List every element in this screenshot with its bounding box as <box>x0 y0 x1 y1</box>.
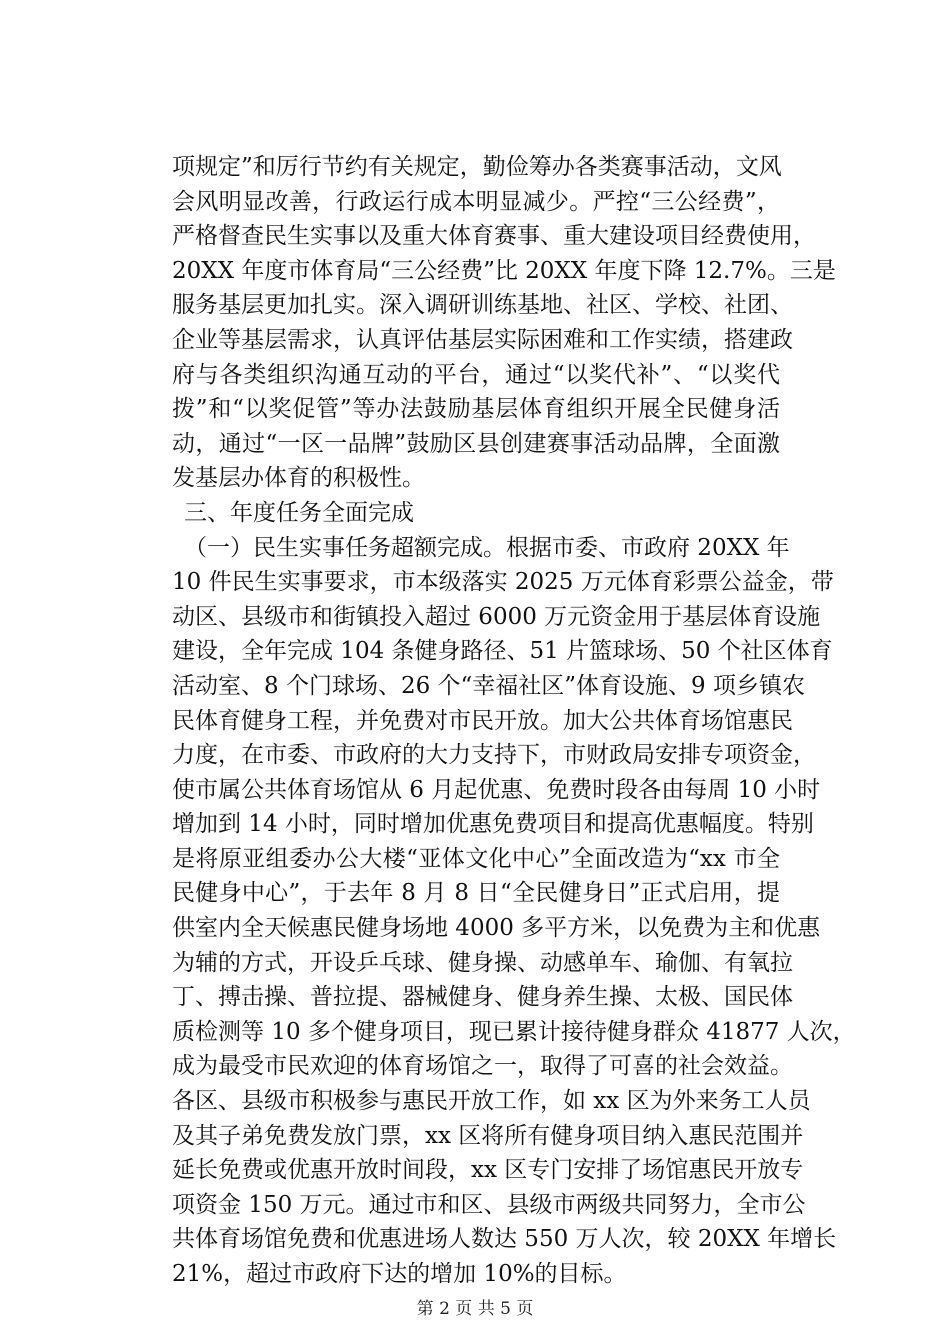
paragraph-1 <box>172 150 836 496</box>
paragraph-line: 项规定”和厉行节约有关规定，勤俭筹办各类赛事活动，文风 <box>172 154 782 180</box>
paragraph-line: 成为最受市民欢迎的体育场馆之一，取得了可喜的社会效益。 <box>172 1053 793 1080</box>
paragraph-line: 丁、搏击操、普拉提、器械健身、健身养生操、太极、国民体 <box>172 984 793 1011</box>
paragraph-line: 力度，在市委、市政府的大力支持下，市财政局安排专项资金， <box>172 742 816 769</box>
paragraph-line: 为辅的方式，开设乒乓球、健身操、动感单车、瑜伽、有氧拉 <box>172 949 793 976</box>
paragraph-line: 供室内全天候惠民健身场地 4000 多平方米，以免费为主和优惠 <box>172 915 821 942</box>
paragraph-line: 企业等基层需求，认真评估基层实际困难和工作实绩，搭建政 <box>172 326 793 353</box>
paragraph-line: 动区、县级市和街镇投入超过 6000 万元资金用于基层体育设施 <box>172 603 821 630</box>
paragraph-line: 会风明显改善，行政运行成本明显减少。严控“三公经费”， <box>172 188 780 215</box>
paragraph-line: 服务基层更加扎实。深入调研训练基地、社区、学校、社团、 <box>172 292 793 319</box>
paragraph-line: 21%，超过市政府下达的增加 10%的目标。 <box>172 1261 627 1287</box>
paragraph-line: 及其子弟免费发放门票，xx 区将所有健身项目纳入惠民范围并 <box>172 1122 804 1149</box>
paragraph-line: 府与各类组织沟通互动的平台，通过“以奖代补”、“以奖代 <box>172 361 780 388</box>
paragraph-line: 民体育健身工程，并免费对市民开放。加大公共体育场馆惠民 <box>172 707 793 734</box>
paragraph-line: 使市属公共体育场馆从 6 月起优惠、免费时段各由每周 10 小时 <box>172 776 821 803</box>
paragraph-line: 发基层办体育的积极性。 <box>172 465 425 492</box>
section-heading: 三、年度任务全面完成 <box>184 499 414 526</box>
paragraph-line: 活动室、8 个门球场、26 个“幸福社区”体育设施、9 项乡镇农 <box>172 672 805 699</box>
paragraph-line: 共体育场馆免费和优惠进场人数达 550 万人次，较 20XX 年增长 <box>172 1226 837 1253</box>
paragraph-line: （一）民生实事任务超额完成。根据市委、市政府 20XX 年 <box>184 534 790 561</box>
paragraph-2 <box>172 531 856 1292</box>
paragraph-line: 延长免费或优惠开放时间段，xx 区专门安排了场馆惠民开放专 <box>172 1157 804 1184</box>
document-body <box>172 150 856 1292</box>
page-footer: 第 2 页 共 5 页 <box>416 1299 534 1319</box>
paragraph-line: 各区、县级市积极参与惠民开放工作，如 xx 区为外来务工人员 <box>172 1088 811 1115</box>
paragraph-line: 是将原亚组委办公大楼“亚体文化中心”全面改造为“xx 市全 <box>172 845 780 872</box>
paragraph-line: 动，通过“一区一品牌”鼓励区县创建赛事活动品牌，全面激 <box>172 430 780 457</box>
paragraph-line: 质检测等 10 多个健身项目，现已累计接待健身群众 41877 人次， <box>172 1018 856 1045</box>
paragraph-line: 10 件民生实事要求，市本级落实 2025 万元体育彩票公益金，带 <box>172 569 834 596</box>
paragraph-line: 20XX 年度市体育局“三公经费”比 20XX 年度下降 12.7%。三是 <box>172 257 836 284</box>
paragraph-line: 民健身中心”，于去年 8 月 8 日“全民健身日”正式启用，提 <box>172 880 780 907</box>
paragraph-line: 严格督查民生实事以及重大体育赛事、重大建设项目经费使用， <box>172 223 816 250</box>
paragraph-line: 增加到 14 小时，同时增加优惠免费项目和提高优惠幅度。特别 <box>172 811 814 838</box>
paragraph-line: 建设，全年完成 104 条健身路径、51 片篮球场、50 个社区体育 <box>172 638 833 665</box>
paragraph-line: 项资金 150 万元。通过市和区、县级市两级共同努力，全市公 <box>172 1191 806 1218</box>
paragraph-line: 拨”和“以奖促管”等办法鼓励基层体育组织开展全民健身活 <box>172 396 780 423</box>
